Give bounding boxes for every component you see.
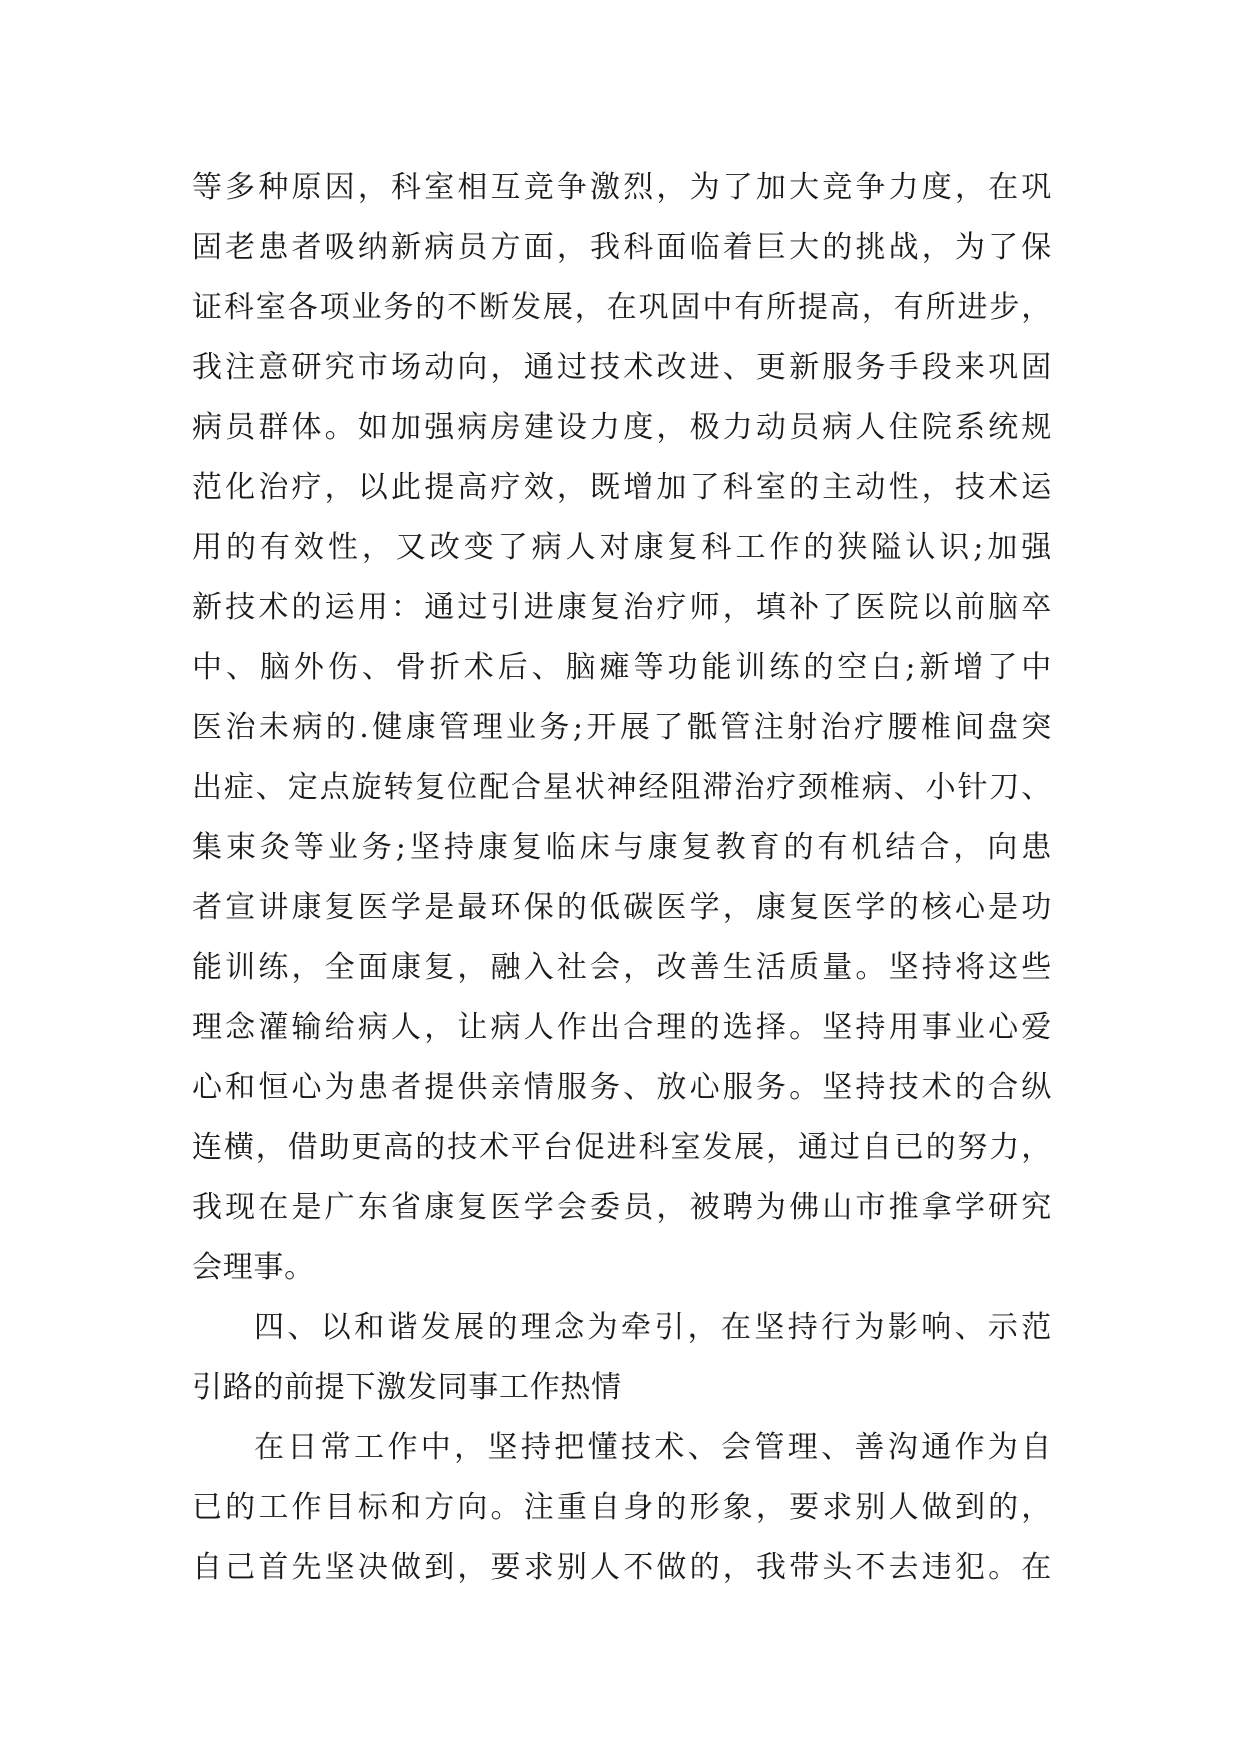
paragraph-line: 固老患者吸纳新病员方面，我科面临着巨大的挑战，为了保 <box>192 230 1052 265</box>
paragraph-line: 理念灌输给病人，让病人作出合理的选择。坚持用事业心爱 <box>192 1010 1052 1045</box>
paragraph-line: 等多种原因，科室相互竞争激烈，为了加大竞争力度，在巩 <box>192 170 1052 205</box>
document-body <box>192 158 1052 1598</box>
paragraph-line: 已的工作目标和方向。注重自身的形象，要求别人做到的， <box>192 1490 1052 1525</box>
paragraph-line: 心和恒心为患者提供亲情服务、放心服务。坚持技术的合纵 <box>192 1070 1052 1105</box>
section-heading-line: 四、以和谐发展的理念为牵引，在坚持行为影响、示范 <box>254 1310 1052 1345</box>
paragraph-line: 在日常工作中，坚持把懂技术、会管理、善沟通作为自 <box>254 1430 1052 1465</box>
paragraph-line: 我注意研究市场动向，通过技术改进、更新服务手段来巩固 <box>192 350 1052 385</box>
section-heading-line: 引路的前提下激发同事工作热情 <box>192 1370 622 1405</box>
paragraph-line: 范化治疗，以此提高疗效，既增加了科室的主动性，技术运 <box>192 470 1052 505</box>
paragraph-line: 者宣讲康复医学是最环保的低碳医学，康复医学的核心是功 <box>192 890 1052 925</box>
paragraph-line-last: 会理事。 <box>192 1250 315 1285</box>
paragraph-line: 集束灸等业务;坚持康复临床与康复教育的有机结合，向患 <box>192 830 1052 865</box>
paragraph-line: 自己首先坚决做到，要求别人不做的，我带头不去违犯。在 <box>192 1550 1052 1585</box>
paragraph-line: 医治未病的.健康管理业务;开展了骶管注射治疗腰椎间盘突 <box>192 710 1052 745</box>
paragraph-line: 连横，借助更高的技术平台促进科室发展，通过自已的努力， <box>192 1130 1052 1165</box>
paragraph-line: 能训练，全面康复，融入社会，改善生活质量。坚持将这些 <box>192 950 1052 985</box>
paragraph-line: 证科室各项业务的不断发展，在巩固中有所提高，有所进步， <box>192 290 1052 325</box>
paragraph-line: 病员群体。如加强病房建设力度，极力动员病人住院系统规 <box>192 410 1052 445</box>
paragraph-line: 新技术的运用：通过引进康复治疗师，填补了医院以前脑卒 <box>192 590 1052 625</box>
paragraph-line: 用的有效性，又改变了病人对康复科工作的狭隘认识;加强 <box>192 530 1052 565</box>
paragraph-line: 中、脑外伤、骨折术后、脑瘫等功能训练的空白;新增了中 <box>192 650 1052 685</box>
paragraph-line: 出症、定点旋转复位配合星状神经阻滞治疗颈椎病、小针刀、 <box>192 770 1052 805</box>
paragraph-line: 我现在是广东省康复医学会委员，被聘为佛山市推拿学研究 <box>192 1190 1052 1225</box>
